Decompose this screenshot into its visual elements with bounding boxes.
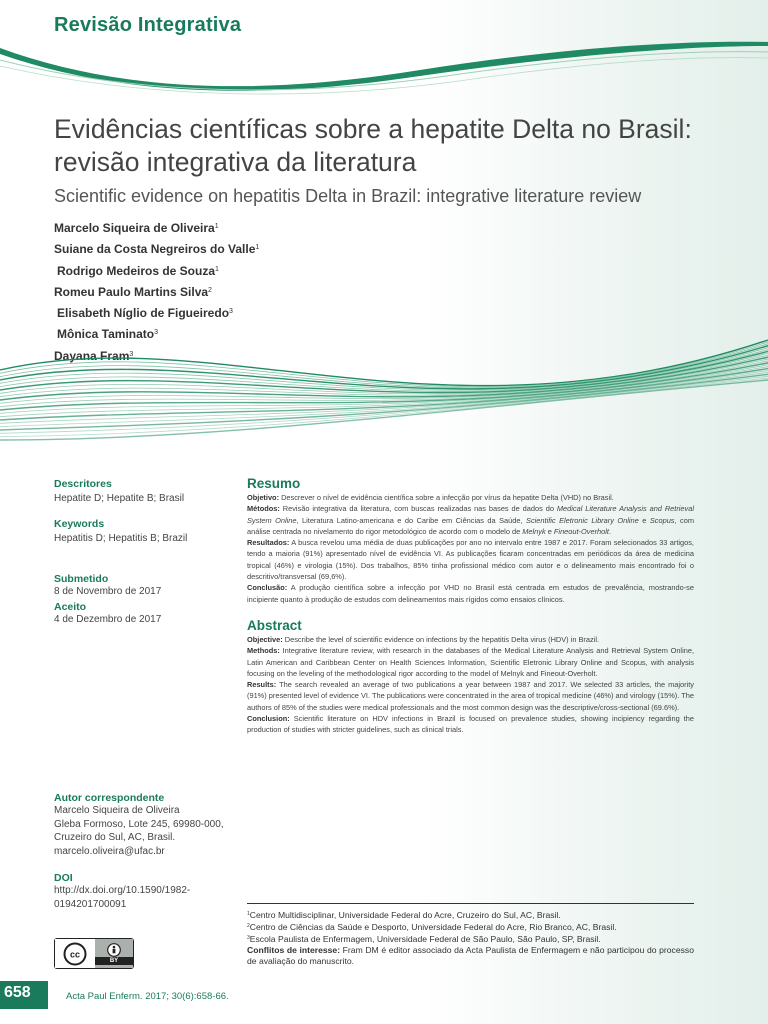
keywords-value: Hepatitis D; Hepatitis B; Brazil: [54, 532, 188, 544]
footnote: $^3$Escola Paulista de Enfermagem, Universidade Federal de São Paulo, São Paulo, SP, Brasil.: [247, 934, 601, 944]
aceito-label: Aceito: [54, 600, 87, 613]
descritores-value: Hepatite D; Hepatite B; Brasil: [54, 493, 185, 504]
abstract-section: [247, 618, 694, 736]
resumo-conclusao: Conclusão: A produção científica sobre a infecção por VHD no Brasil está centrada em estudos de prevalência, mostrando-se incipiente quanto à produção de estudos com delineamentos mais rígidos como ensaios clínicos.: [247, 583, 694, 604]
cc-icon: [55, 939, 95, 968]
doi-link[interactable]: http://dx.doi.org/10.1590/1982-: [54, 885, 191, 896]
cc-license-badge[interactable]: [54, 938, 134, 969]
journal-reference: Acta Paul Enferm. 2017; 30(6):658-66.: [66, 991, 229, 1002]
by-label: BY: [95, 957, 133, 965]
resumo-objetivo: Objetivo: Descrever o nível de evidência científica sobre a infecção por vírus da hepatite Delta (VHD) no Brasil.: [247, 493, 614, 502]
doi-link[interactable]: 0194201700091: [54, 898, 127, 910]
resumo-section: [247, 476, 694, 605]
abstract-results: Results: The search revealed an average of two publications a year between 1987 and 2017. We selected 33 articles, the majority (91%) presented level of evidence VI. The publications were concentrated in the area of tropical medicine (46%) and virology (15%). The authors of 85% of the studies were medical professionals and the most common design was the descriptive/cross-sectional (69.6%).: [247, 680, 694, 712]
autor-line: Gleba Formoso, Lote 245, 69980-000,: [54, 818, 224, 830]
abstract-conclusion: Conclusion: Scientific literature on HDV infections in Brazil is focused on prevalence studies, showing incipiency regarding the production of studies with stricter guidelines, such as clinical trials.: [247, 714, 694, 735]
autor-line: Cruzeiro do Sul, AC, Brasil.: [54, 832, 176, 843]
descritores-label: Descritores: [54, 478, 112, 490]
footnotes: [247, 903, 694, 967]
author-name: Romeu Paulo Martins Silva$^2$: [54, 284, 212, 299]
resumo-resultados: Resultados: A busca revelou uma média de duas publicações por ano no intervalo entre 1987 e 2017. Foram selecionados 33 artigos, tendo a maioria (91%) apresentado nível de evidência VI. As publicações ficaram concentradas em periódicos da área de medicina tropical (46%) e virologia (15%). Dos trabalhos, 85% tinha profissional médico com autor e o delineamento mais encontrado foi o descritivo/transversal (69,6%).: [247, 538, 694, 582]
author-name: Marcelo Siqueira de Oliveira$^1$: [54, 221, 219, 235]
corresponding-author-block: [54, 792, 244, 911]
header-wave-graphic: [0, 30, 768, 100]
aceito-value: 4 de Dezembro de 2017: [54, 613, 162, 625]
author-name: Elisabeth Níglio de Figueiredo$^3$: [57, 306, 233, 321]
author-name: Dayana Fram$^3$: [54, 348, 134, 363]
by-icon: [95, 939, 133, 968]
doi-label: DOI: [54, 872, 73, 884]
author-name: Mônica Taminato$^3$: [57, 327, 159, 342]
submetido-value: 8 de Novembro de 2017: [54, 586, 162, 597]
conflict-of-interest: Conflitos de interesse: Fram DM é editor associado da Acta Paulista de Enfermagem e não participou do processo de avaliação do manuscrito.: [247, 945, 694, 966]
keywords-label: Keywords: [54, 517, 105, 530]
sidebar-metadata: [54, 478, 234, 626]
article-title-en: Scientific evidence on hepatitis Delta in Brazil: integrative literature review: [54, 186, 642, 206]
cc-text: cc: [69, 949, 81, 959]
article-title-pt: Evidências científicas sobre a hepatite Delta no Brasil: revisão integrativa da literatura: [54, 114, 692, 177]
footnote: $^1$Centro Multidisciplinar, Universidade Federal do Acre, Cruzeiro do Sul, AC, Brasil.: [247, 910, 561, 920]
abstract-methods: Methods: Integrative literature review, with research in the databases of the Medical Literature Analysis and Retrieval System Online, Latin American and Caribbean Center on Health Sciences Information, Scientific Eletronic Library Online and Scopus, with analysis focusing on the leveling of the methodological rigor according to the model of Melnyk and Fineout-Overholt.: [247, 646, 694, 678]
autor-line: Marcelo Siqueira de Oliveira: [54, 805, 180, 816]
autor-email[interactable]: marcelo.oliveira@ufac.br: [54, 845, 165, 857]
wave-lines-graphic: [0, 300, 768, 460]
autor-label: Autor correspondente: [54, 792, 165, 804]
footnote: $^2$Centro de Ciências da Saúde e Desporto, Universidade Federal do Acre, Rio Branco, AC, Brasil.: [247, 922, 617, 932]
page-number: 658: [4, 984, 31, 1001]
abstract-heading: Abstract: [247, 618, 302, 633]
resumo-metodos: Métodos: Revisão integrativa da literatura, com buscas realizadas nas bases de dados do Medical Literature Analysis and Retrieval System Online, Literatura Latino-americana e do Caribe em Ciências da Saúde, Scientific Eletronic Library Online e Scopus, com análise centrada no nivelamento do rigor metodológico de acordo com o modelo de Melnyk e Fineout-Overholt.: [247, 504, 694, 536]
section-label: Revisão Integrativa: [54, 14, 242, 36]
resumo-heading: Resumo: [247, 476, 301, 491]
author-name: Suiane da Costa Negreiros do Valle$^1$: [54, 242, 260, 257]
submetido-label: Submetido: [54, 573, 109, 585]
abstract-objective: Objective: Describe the level of scientific evidence on infections by the hepatitis Delta virus (HDV) in Brazil.: [247, 635, 600, 644]
author-name: Rodrigo Medeiros de Souza$^1$: [57, 263, 219, 278]
